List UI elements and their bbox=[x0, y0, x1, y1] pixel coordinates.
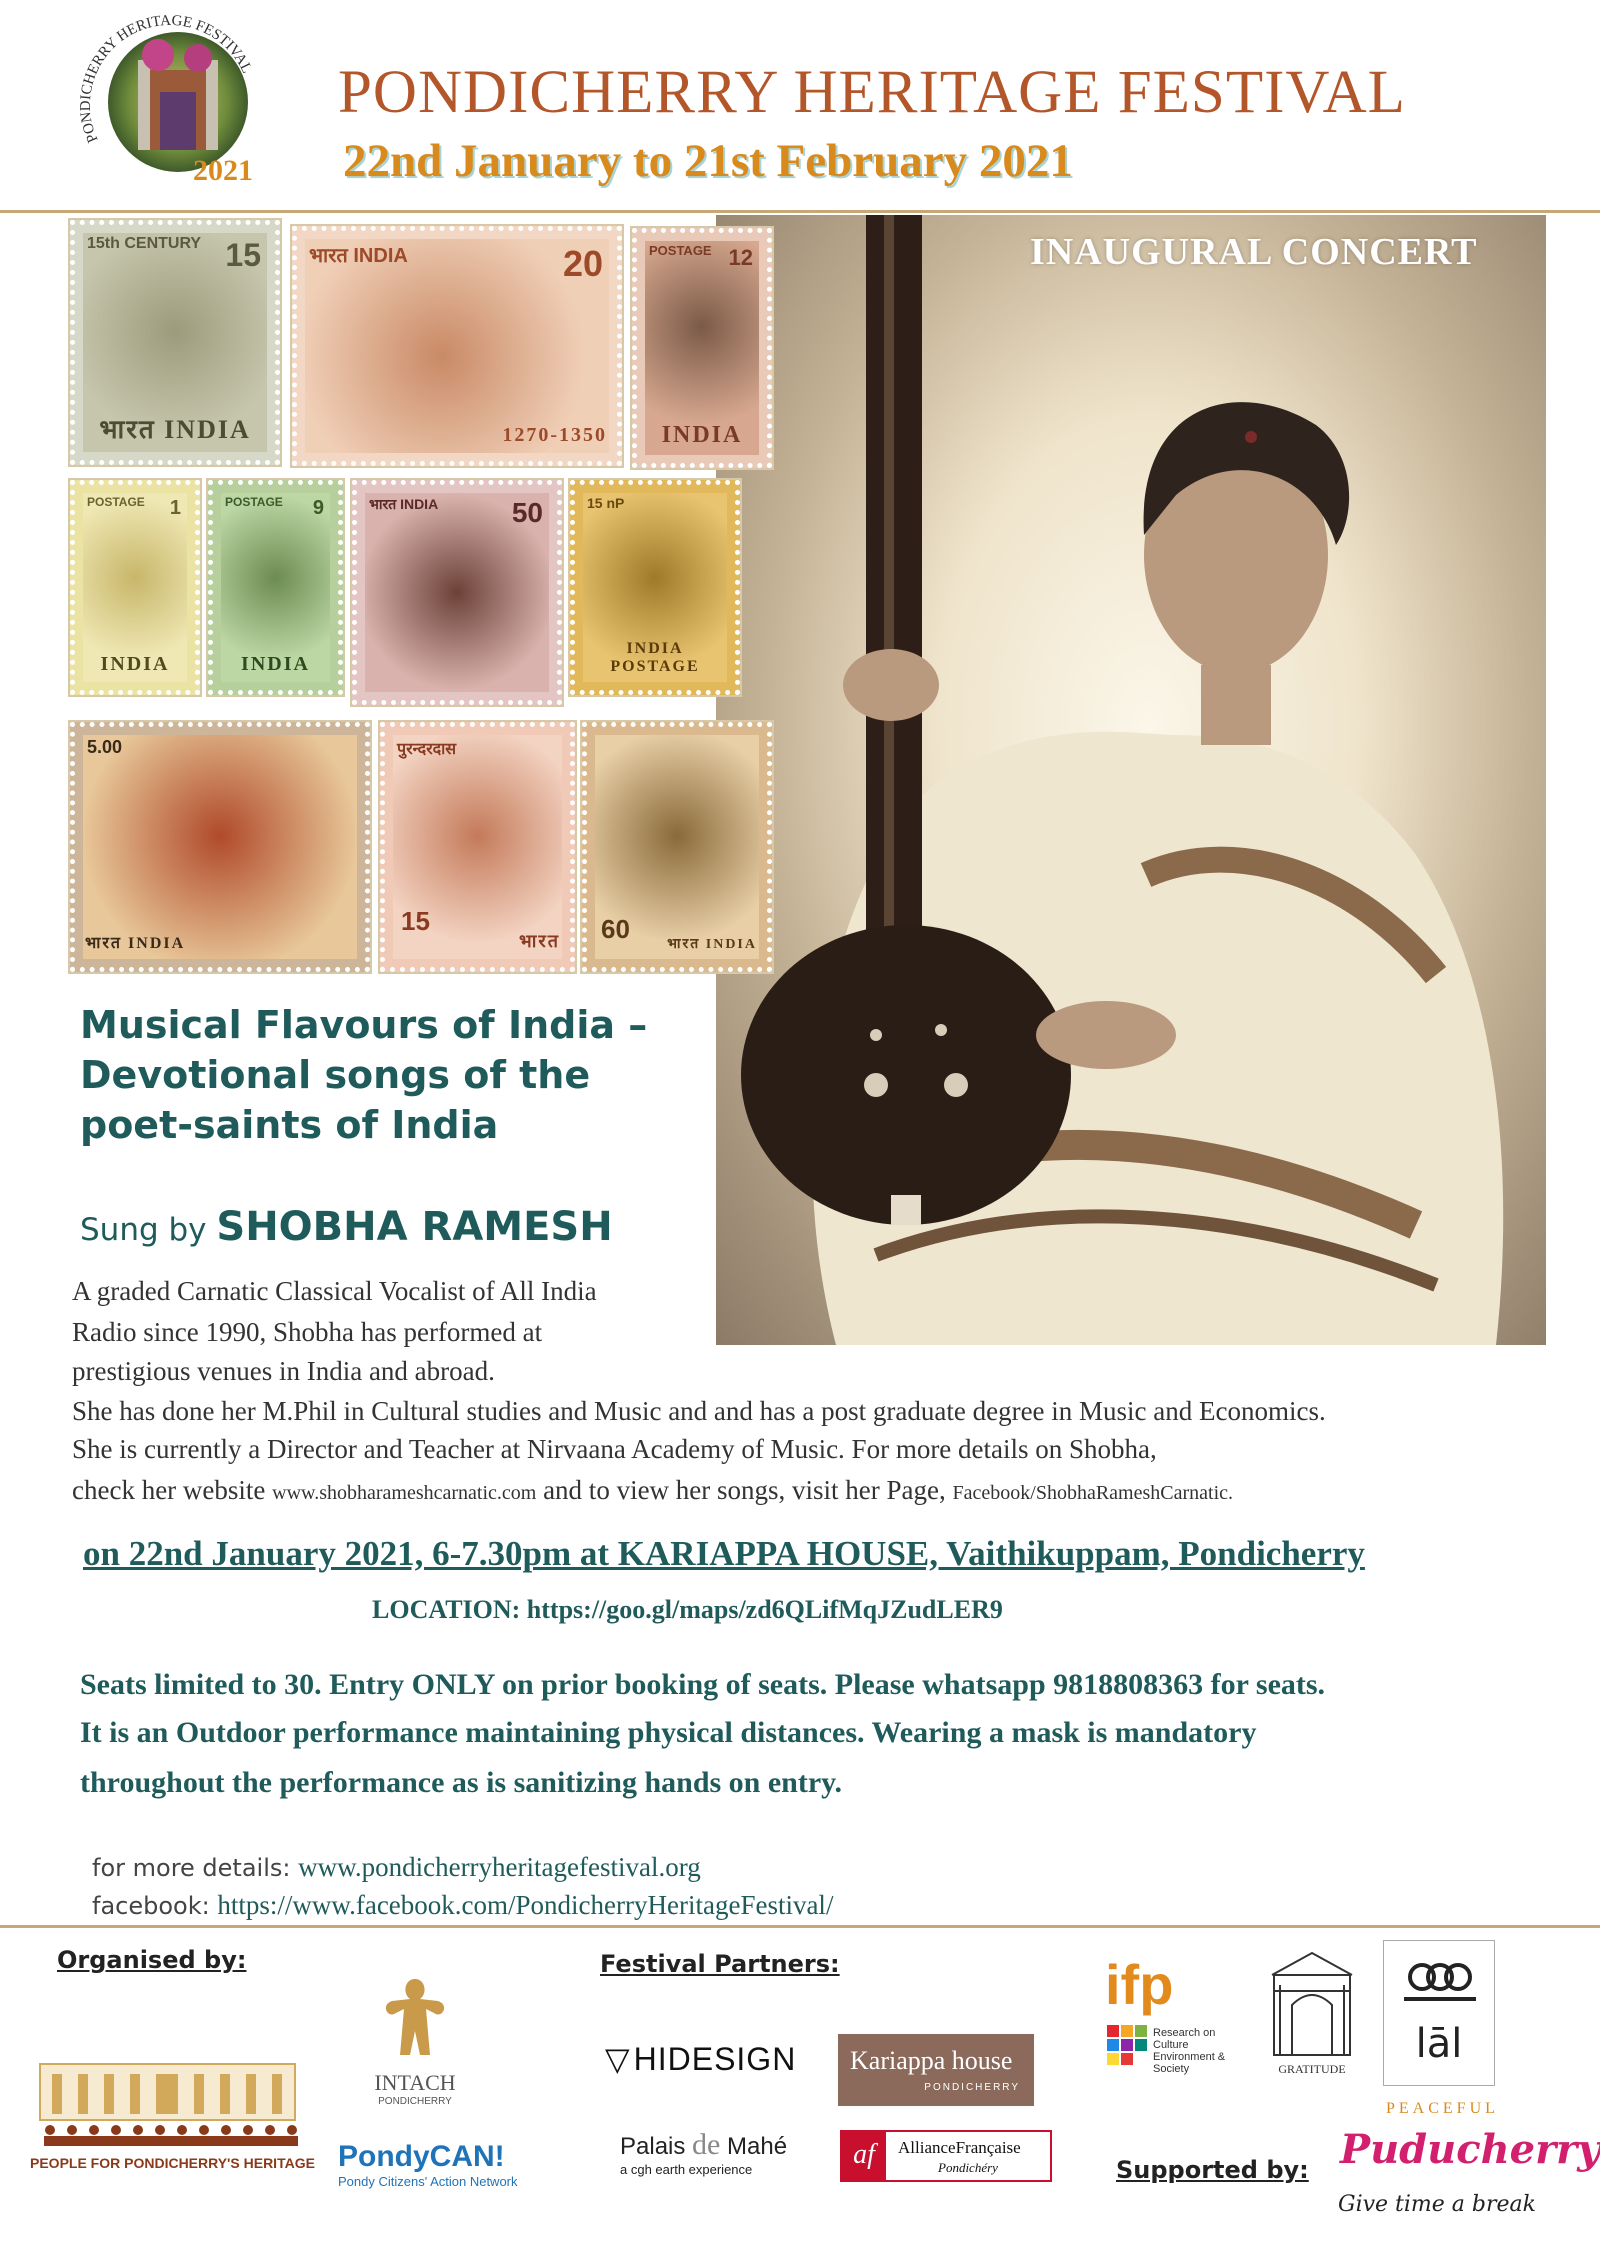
supported-by-heading: Supported by: bbox=[1116, 2156, 1309, 2184]
ifp-logo bbox=[1105, 1955, 1245, 2085]
more-details bbox=[92, 1852, 701, 1883]
stamp-tagore: POSTAGE 12 INDIA bbox=[632, 228, 772, 468]
af-sub: Pondichéry bbox=[938, 2160, 998, 2175]
intach-text: INTACH bbox=[374, 2070, 456, 2095]
organised-by-heading: Organised by: bbox=[57, 1946, 247, 1974]
alliance-francaise-logo bbox=[840, 2130, 1052, 2182]
stamp-swati-tirunal: 60 भारत INDIA bbox=[582, 722, 772, 972]
svg-text:PONDICHERRY HERITAGE FESTIVAL: PONDICHERRY HERITAGE FESTIVAL bbox=[77, 12, 255, 145]
singer-name: SHOBHA RAMESH bbox=[216, 1204, 613, 1250]
location-link[interactable]: LOCATION: https://goo.gl/maps/zd6QLifMqJZudLER9 bbox=[372, 1595, 1003, 1624]
bio-line-links bbox=[72, 1475, 1233, 1506]
festival-partners-heading: Festival Partners: bbox=[600, 1950, 840, 1978]
puducherry-text: Puducherry bbox=[1340, 2126, 1600, 2173]
hidesign-logo bbox=[605, 2040, 815, 2080]
ifp-text: ifp bbox=[1105, 1953, 1174, 2016]
palais-de-mahe-logo bbox=[620, 2128, 800, 2188]
palais-mahe-text: Mahé bbox=[727, 2133, 788, 2160]
gratitude-logo bbox=[1262, 1945, 1362, 2085]
festival-logo bbox=[68, 10, 268, 200]
gratitude-text: GRATITUDE bbox=[1278, 2062, 1346, 2076]
pondycan-logo bbox=[338, 2140, 538, 2200]
festival-facebook-link[interactable]: https://www.facebook.com/PondicherryHeritageFestival/ bbox=[217, 1890, 834, 1920]
hidesign-mark-icon: ▽ bbox=[605, 2041, 630, 2077]
ifp-squares-icon bbox=[1107, 2025, 1147, 2065]
kariappa-house-logo bbox=[838, 2034, 1034, 2106]
intach-logo bbox=[370, 1975, 460, 2105]
stamp-kabir: POSTAGE 9 INDIA bbox=[208, 480, 343, 695]
lal-text: lāl bbox=[1415, 2021, 1463, 2067]
ifp-sub: Research on Culture Environment & Society bbox=[1153, 2027, 1226, 2075]
event-details: on 22nd January 2021, 6-7.30pm at KARIAPPA HOUSE, Vaithikuppam, Pondicherry bbox=[83, 1534, 1365, 1573]
pondycan-text: PondyCAN! bbox=[338, 2140, 505, 2173]
bio-line: prestigious venues in India and abroad. bbox=[72, 1356, 495, 1386]
stamp-tyagaraja: 15 nP INDIA POSTAGE bbox=[570, 480, 740, 695]
stamp-purandaradasa: पुरन्दरदास 15 भारत bbox=[380, 722, 575, 972]
seat-notice: Seats limited to 30. Entry ONLY on prior booking of seats. Please whatsapp 9818808363 for seats. bbox=[80, 1668, 1326, 1701]
kariappa-text: Kariappa house bbox=[850, 2046, 1013, 2075]
tagline-text: Give time a break bbox=[1338, 2192, 1536, 2217]
festival-title: PONDICHERRY HERITAGE FESTIVAL bbox=[338, 59, 1406, 126]
footer-divider bbox=[0, 1925, 1600, 1928]
website-link[interactable]: www.shobharameshcarnatic.com bbox=[272, 1482, 537, 1504]
bio-text: check her website bbox=[72, 1475, 266, 1505]
subtitle-line: poet-saints of India bbox=[80, 1103, 499, 1147]
lal-logo bbox=[1383, 1940, 1495, 2086]
subtitle-line: Musical Flavours of India – bbox=[80, 1003, 648, 1047]
inaugural-concert-label: INAUGURAL CONCERT bbox=[1030, 231, 1478, 273]
af-name: AllianceFrançaise bbox=[898, 2138, 1021, 2157]
stamp-sant-namdeo: भारत INDIA 20 1270-1350 bbox=[292, 226, 622, 466]
intach-sub: PONDICHERRY bbox=[378, 2096, 452, 2107]
concert-subtitle bbox=[80, 1000, 720, 1150]
stamp-poet-1: POSTAGE 1 INDIA bbox=[70, 480, 200, 695]
peaceful-puducherry-logo bbox=[1330, 2100, 1600, 2250]
palais-de-text: de bbox=[692, 2128, 721, 2161]
bio-line: She is currently a Director and Teacher at Nirvaana Academy of Music. For more details on Shobha, bbox=[72, 1434, 1157, 1464]
stamp-narsinha-mehta: 15th CENTURY 15 भारत INDIA bbox=[70, 220, 280, 465]
singer-credit bbox=[80, 1204, 613, 1250]
palais-sub: a cgh earth experience bbox=[620, 2162, 753, 2177]
facebook-page-link[interactable]: Facebook/ShobhaRameshCarnatic. bbox=[952, 1482, 1234, 1504]
peaceful-text: PEACEFUL bbox=[1386, 2100, 1499, 2117]
festival-website-link[interactable]: www.pondicherryheritagefestival.org bbox=[298, 1852, 701, 1882]
stamp-jayadeva: 5.00 भारत INDIA bbox=[70, 722, 370, 972]
bio-line: Radio since 1990, Shobha has performed at bbox=[72, 1317, 543, 1347]
more-details-label: for more details: bbox=[92, 1854, 291, 1882]
hidesign-text: HIDESIGN bbox=[633, 2041, 797, 2077]
bio-text: and to view her songs, visit her Page, bbox=[543, 1475, 946, 1505]
palais-text: Palais bbox=[620, 2133, 686, 2160]
pondycan-sub: Pondy Citizens' Action Network bbox=[338, 2174, 518, 2189]
facebook-label: facebook: bbox=[92, 1892, 210, 1920]
facebook-details bbox=[92, 1890, 833, 1921]
subtitle-line: Devotional songs of the bbox=[80, 1053, 591, 1097]
header-divider bbox=[0, 210, 1600, 213]
festival-dates: 22nd January to 21st February 2021 bbox=[343, 135, 1073, 187]
sung-by-label: Sung by bbox=[80, 1212, 207, 1248]
svg-text:2021: 2021 bbox=[193, 154, 253, 187]
pph-logo-text: PEOPLE FOR PONDICHERRY'S HERITAGE bbox=[30, 2155, 315, 2171]
bio-line: A graded Carnatic Classical Vocalist of All India bbox=[72, 1276, 597, 1306]
pph-logo bbox=[30, 2060, 315, 2171]
seat-notice: It is an Outdoor performance maintaining physical distances. Wearing a mask is mandatory bbox=[80, 1716, 1257, 1749]
stamp-subramania-bharati: भारत INDIA 50 bbox=[352, 480, 562, 705]
kariappa-sub: PONDICHERRY bbox=[924, 2082, 1020, 2093]
singer-photo bbox=[716, 215, 1546, 1345]
af-mark: af bbox=[842, 2132, 886, 2180]
bio-line: She has done her M.Phil in Cultural studies and Music and and has a post graduate degree in Music and Economics. bbox=[72, 1396, 1326, 1426]
seat-notice: throughout the performance as is sanitizing hands on entry. bbox=[80, 1766, 843, 1799]
